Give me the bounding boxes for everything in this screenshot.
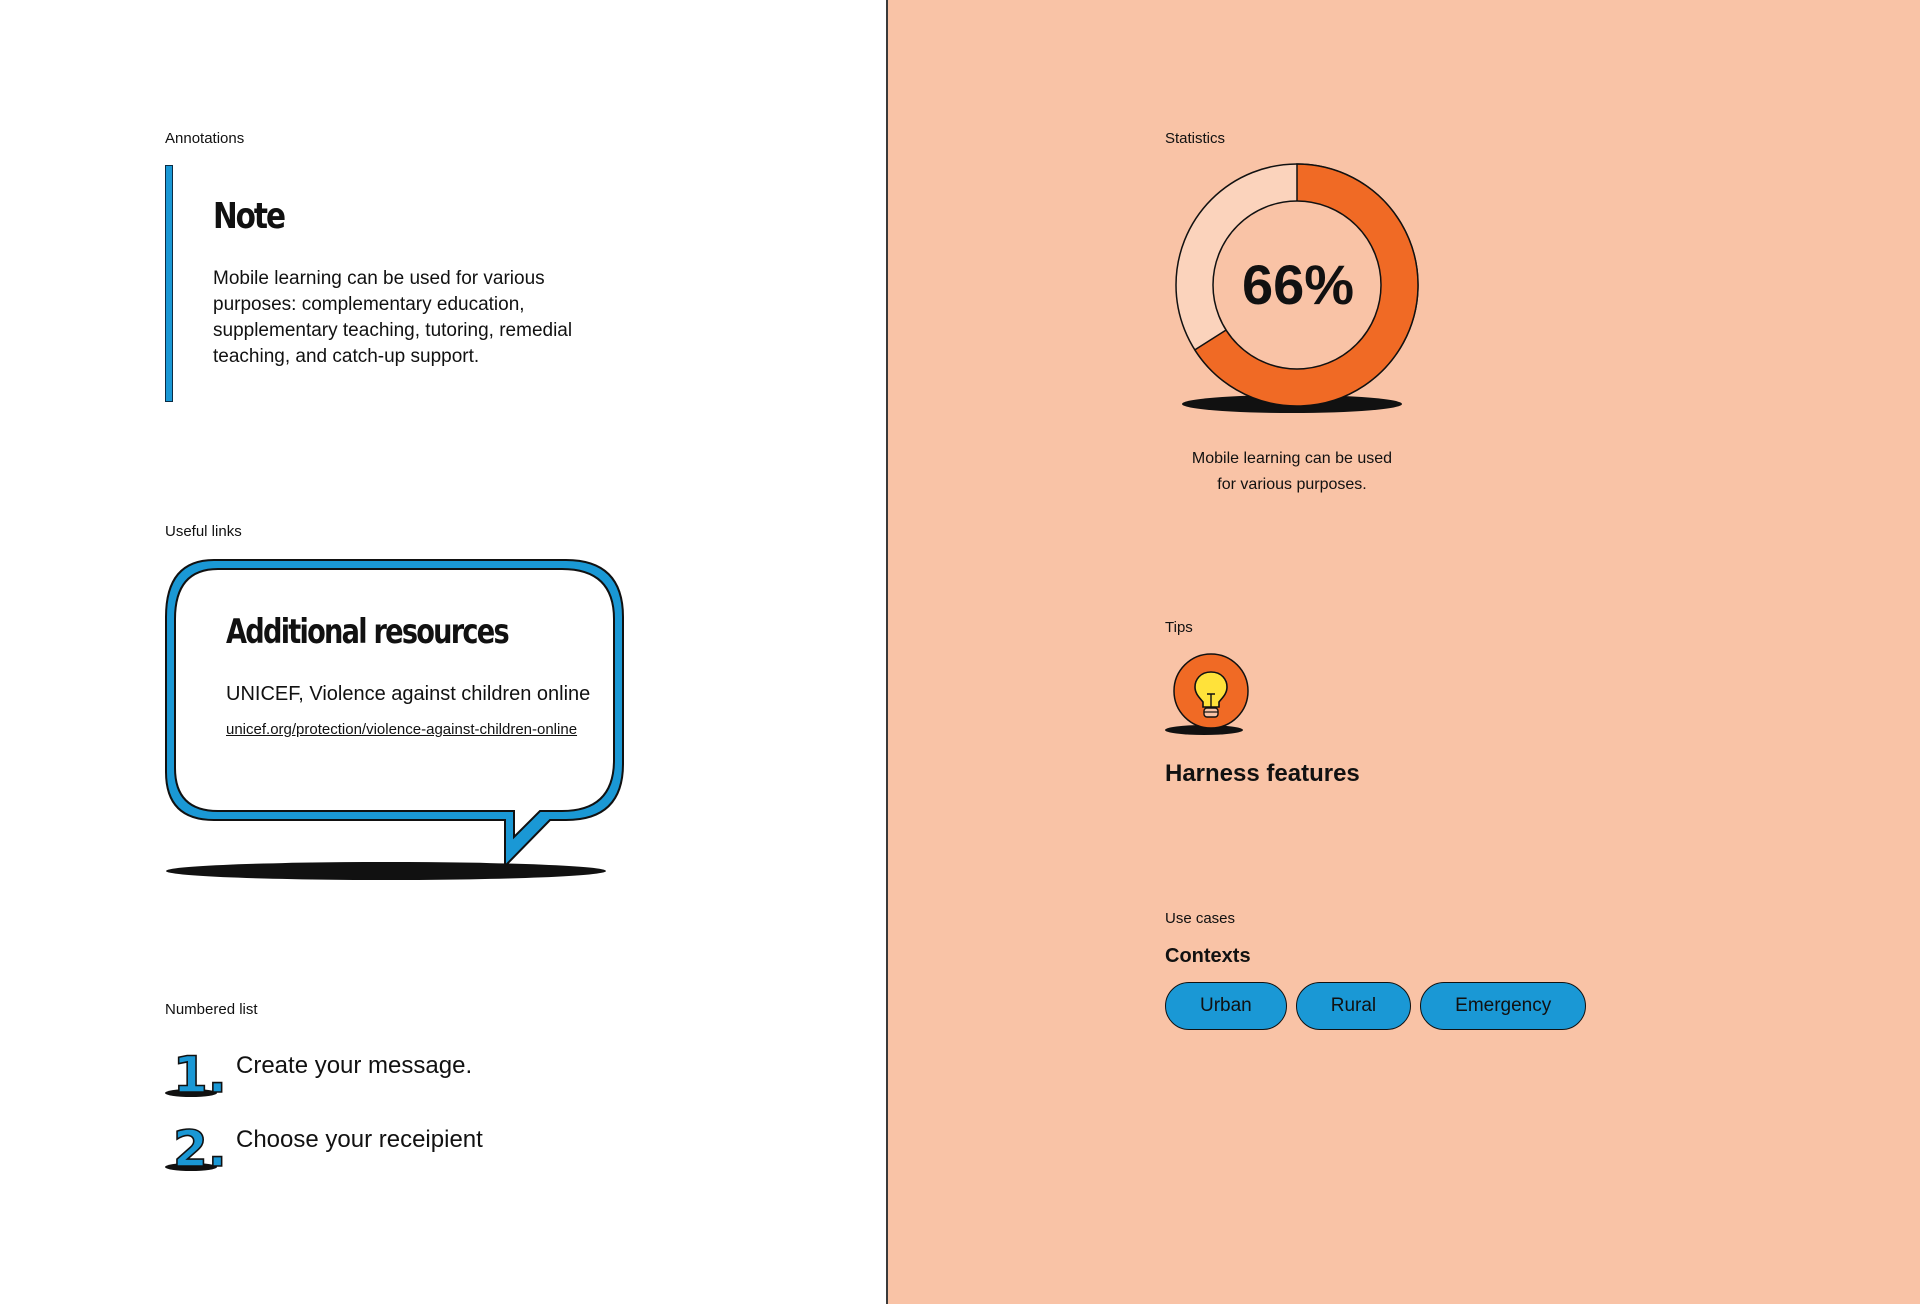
stat-value: 66%	[1241, 253, 1355, 316]
stat-caption-line: for various purposes.	[1217, 476, 1367, 493]
list-item-text: Create your message.	[236, 1052, 473, 1079]
chip-urban[interactable]: Urban	[1165, 982, 1287, 1030]
numbered-list-section-label: Numbered list	[165, 1001, 258, 1018]
chip-rural[interactable]: Rural	[1296, 982, 1411, 1030]
bubble-shadow	[166, 862, 606, 880]
note-title: Note	[213, 196, 284, 237]
resource-link[interactable]: unicef.org/protection/violence-against-children-online	[226, 721, 578, 738]
resources-title: Additional resources	[226, 612, 508, 652]
list-number: 1.	[173, 1046, 227, 1104]
tip-title: Harness features	[1165, 760, 1360, 787]
use-cases-title: Contexts	[1165, 945, 1251, 967]
list-number: 2.	[173, 1120, 227, 1178]
stat-caption	[1152, 446, 1432, 498]
list-item-text: Choose your receipient	[236, 1126, 483, 1153]
use-cases-section-label: Use cases	[1165, 910, 1236, 927]
resource-source: UNICEF, Violence against children online	[226, 683, 591, 705]
annotations-section-label: Annotations	[165, 130, 245, 147]
number-badge	[163, 1114, 227, 1178]
number-badge	[163, 1040, 227, 1104]
chip-emergency[interactable]: Emergency	[1420, 982, 1586, 1030]
statistics-section-label: Statistics	[1165, 130, 1226, 147]
context-chips	[1165, 982, 1586, 1030]
stat-caption-line: Mobile learning can be used	[1191, 450, 1393, 467]
useful-links-section-label: Useful links	[165, 523, 242, 540]
note-accent-bar	[165, 165, 173, 402]
tips-section-label: Tips	[1165, 619, 1193, 636]
lightbulb-icon	[1162, 652, 1252, 738]
note-body: Mobile learning can be used for various purposes: complementary education, supplementary teaching, tutoring, remedial teaching, and catch-up support.	[213, 268, 573, 367]
